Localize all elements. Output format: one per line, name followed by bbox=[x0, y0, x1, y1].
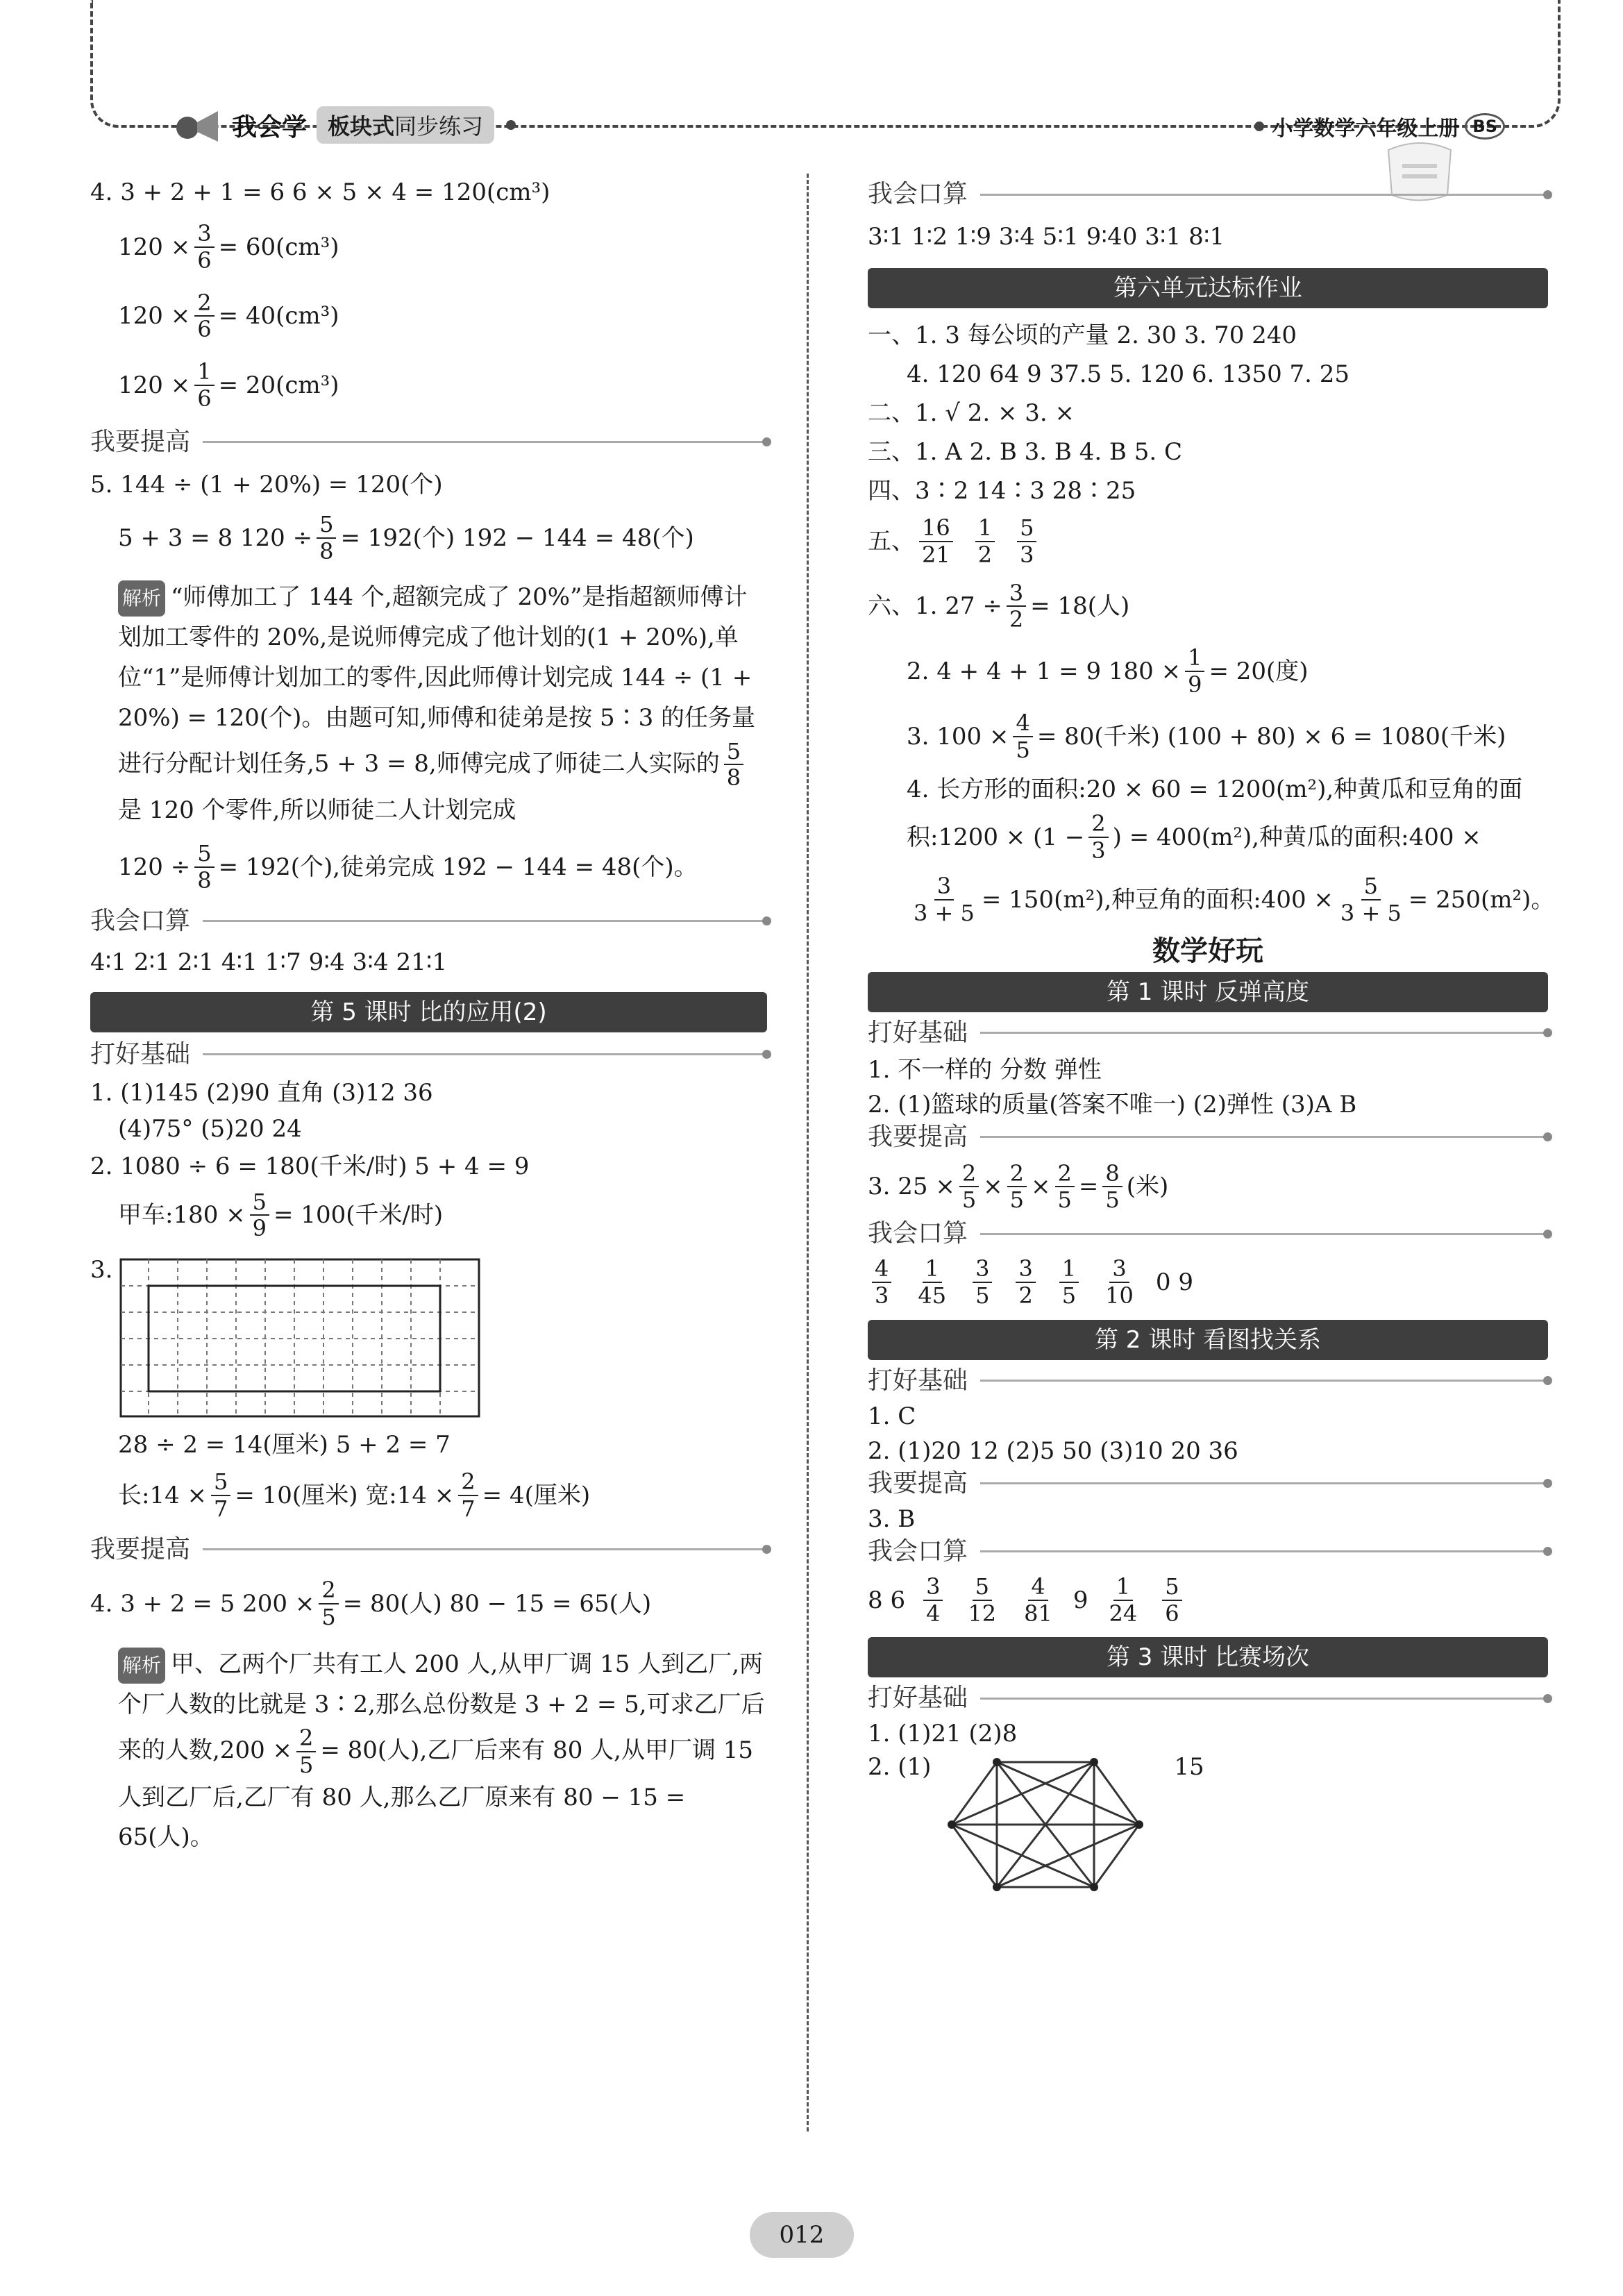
l5-q2b bbox=[90, 1189, 767, 1242]
c3-q2 bbox=[868, 1755, 1548, 1894]
num: 2 bbox=[296, 1725, 316, 1752]
num: 3 bbox=[194, 221, 214, 248]
heading-rule bbox=[980, 1032, 1548, 1034]
c2-q1: 1. C bbox=[868, 1402, 916, 1430]
fraction bbox=[1107, 1574, 1141, 1627]
lesson-bar-2: 第 2 课时 看图找关系 bbox=[868, 1320, 1548, 1360]
u6-1b: 4. 120 64 9 37.5 5. 120 6. 1350 7. 25 bbox=[907, 360, 1350, 388]
expr: 2. 4 + 4 + 1 = 9 180 × bbox=[907, 657, 1181, 685]
expr: 4. 3 + 2 = 5 200 × bbox=[90, 1589, 315, 1618]
den: 5 bbox=[299, 1751, 314, 1778]
jiexi-1 bbox=[90, 578, 767, 831]
jiexi-badge: 解析 bbox=[118, 1648, 165, 1684]
fraction bbox=[1102, 1161, 1122, 1214]
fraction bbox=[919, 515, 953, 568]
den: 8 bbox=[726, 764, 741, 791]
den: 2 bbox=[977, 541, 993, 568]
expr: = 4(厘米) bbox=[482, 1481, 591, 1509]
fraction bbox=[458, 1469, 478, 1522]
right-column bbox=[868, 160, 1555, 1894]
num: 1 bbox=[1185, 645, 1204, 672]
den: 6 bbox=[197, 316, 212, 343]
expr: 9 bbox=[1073, 1586, 1088, 1614]
badge-bold: 板块式 bbox=[328, 113, 395, 140]
expr: = 10(厘米) 宽:14 × bbox=[235, 1481, 455, 1509]
heading-jichu-3 bbox=[868, 1686, 1548, 1711]
den: 5 bbox=[1105, 1187, 1120, 1214]
heading-tigao-2 bbox=[90, 1534, 767, 1564]
expr: 3. 25 × bbox=[868, 1173, 955, 1201]
den: 5 bbox=[1016, 736, 1030, 763]
num: 5 bbox=[194, 841, 214, 868]
header-subject bbox=[1252, 111, 1505, 142]
den: 6 bbox=[197, 246, 212, 274]
expr: 六、1. 27 ÷ bbox=[868, 592, 1002, 621]
num: 1 bbox=[1059, 1256, 1079, 1283]
den: 12 bbox=[968, 1600, 997, 1627]
den: 81 bbox=[1024, 1600, 1052, 1627]
times-sign: × bbox=[1031, 1173, 1051, 1201]
fraction bbox=[1055, 1161, 1075, 1214]
heading-kousuan bbox=[868, 182, 1548, 207]
fraction bbox=[911, 873, 977, 926]
jiexi-text: 甲、乙两个厂共有工人 200 人,从甲厂调 15 人到乙厂,两个厂人数的比就是 3∶2,那么总份数是 3 + 2 = 5,可求乙厂后来的人数,200 × bbox=[118, 1650, 765, 1764]
heading-jichu-2 bbox=[868, 1368, 1548, 1393]
answer: 15 bbox=[1174, 1753, 1204, 1782]
expr: = 80(人) 80 − 15 = 65(人) bbox=[342, 1589, 652, 1618]
num: 1 bbox=[194, 359, 214, 386]
heading-text: 我要提高 bbox=[868, 1468, 968, 1498]
l5-q1b: (4)75° (5)20 24 bbox=[118, 1114, 302, 1143]
u6-6-4b bbox=[868, 811, 1548, 864]
q4-b bbox=[90, 290, 767, 343]
l5-q2a: 2. 1080 ÷ 6 = 180(千米/时) 5 + 4 = 9 bbox=[90, 1152, 530, 1180]
heading-kousuan-3 bbox=[868, 1536, 1548, 1566]
den: 9 bbox=[252, 1215, 267, 1242]
grid-figure bbox=[119, 1258, 480, 1418]
u6-6-1 bbox=[868, 580, 1548, 633]
expr: = 192(个) 192 − 144 = 48(个) bbox=[340, 523, 694, 552]
num: 1 bbox=[923, 1256, 942, 1283]
fraction bbox=[872, 1256, 891, 1309]
heading-jichu bbox=[90, 1039, 767, 1069]
l5-q1a: 1. (1)145 (2)90 直角 (3)12 36 bbox=[90, 1078, 433, 1107]
num: 5 bbox=[250, 1189, 269, 1216]
fraction bbox=[211, 1469, 230, 1522]
num: 2 bbox=[194, 290, 214, 317]
heading-tigao-2 bbox=[868, 1468, 1548, 1498]
fraction bbox=[194, 841, 214, 894]
den: 3 bbox=[1020, 541, 1034, 568]
u6-3: 三、1. A 2. B 3. B 4. B 5. C bbox=[868, 438, 1182, 466]
l5-q4 bbox=[90, 1577, 767, 1630]
num: 3 bbox=[973, 1256, 992, 1283]
den: 24 bbox=[1109, 1600, 1138, 1627]
num: 2 bbox=[959, 1161, 979, 1188]
c3-q1: 1. (1)21 (2)8 bbox=[868, 1720, 1018, 1748]
expr: = 80(千米) (100 + 80) × 6 = 1080(千米) bbox=[1036, 722, 1506, 751]
heading-kousuan-2 bbox=[868, 1221, 1548, 1246]
fraction bbox=[915, 1256, 949, 1309]
c1-q1: 1. 不一样的 分数 弹性 bbox=[868, 1055, 1102, 1084]
jiexi-text: 是 120 个零件,所以师徒二人计划完成 bbox=[118, 796, 516, 825]
heading-text: 我要提高 bbox=[90, 1534, 191, 1564]
q5-line1: 5. 144 ÷ (1 + 20%) = 120(个) bbox=[90, 470, 443, 498]
fraction bbox=[194, 359, 214, 412]
heading-jichu bbox=[868, 1018, 1548, 1047]
expr: 5 + 3 = 8 120 ÷ bbox=[118, 523, 313, 552]
u6-6-4a: 4. 长方形的面积:20 × 60 = 1200(m²),种黄瓜和豆角的面 bbox=[907, 776, 1523, 804]
expr: 0 9 bbox=[1155, 1268, 1193, 1296]
left-column bbox=[90, 160, 767, 1858]
u6-5 bbox=[868, 515, 1548, 568]
header-brand bbox=[174, 103, 518, 147]
c2-q3: 3. B bbox=[868, 1505, 916, 1533]
fraction bbox=[1016, 1256, 1035, 1309]
times-sign: × bbox=[983, 1173, 1003, 1201]
hexagon-diagram bbox=[945, 1755, 1146, 1894]
heading-text: 我会口算 bbox=[868, 180, 968, 208]
expr: (米) bbox=[1126, 1173, 1169, 1201]
fraction bbox=[724, 739, 743, 791]
heading-rule bbox=[980, 1136, 1548, 1138]
expr: 3. 100 × bbox=[907, 722, 1009, 751]
heading-rule bbox=[980, 1698, 1548, 1700]
den: 45 bbox=[918, 1282, 947, 1309]
den: 5 bbox=[321, 1603, 336, 1630]
heading-tigao bbox=[90, 427, 767, 456]
expr: 8 6 bbox=[868, 1586, 906, 1614]
num: 5 bbox=[1361, 873, 1381, 900]
dot-icon bbox=[1252, 119, 1266, 133]
expr: = 250(m²)。 bbox=[1408, 885, 1555, 914]
q-label: 2. (1) bbox=[868, 1753, 932, 1782]
fraction bbox=[973, 1256, 992, 1309]
section-title: 数学好玩 bbox=[1152, 935, 1263, 967]
den: 5 bbox=[1061, 1282, 1077, 1309]
num: 1 bbox=[975, 515, 995, 542]
num: 16 bbox=[919, 515, 953, 542]
heading-text: 打好基础 bbox=[90, 1039, 191, 1069]
expr: = 20(度) bbox=[1209, 657, 1309, 685]
equals-sign: = bbox=[1078, 1173, 1099, 1201]
heading-text: 打好基础 bbox=[868, 1018, 968, 1047]
num: 3 bbox=[1016, 1256, 1035, 1283]
q4-a bbox=[90, 221, 767, 274]
den: 2 bbox=[1009, 606, 1024, 633]
q-label: 3. bbox=[90, 1256, 113, 1284]
den: 21 bbox=[922, 541, 950, 568]
den: 6 bbox=[1165, 1600, 1179, 1627]
dot-icon bbox=[504, 118, 518, 132]
kousuan-answers: 4∶1 2∶1 2∶1 4∶1 1∶7 9∶4 3∶4 21∶1 bbox=[90, 948, 448, 976]
den: 3 + 5 bbox=[1340, 899, 1402, 926]
den: 7 bbox=[214, 1495, 228, 1522]
u6-2: 二、1. √ 2. × 3. × bbox=[868, 399, 1075, 427]
c2-q2: 2. (1)20 12 (2)5 50 (3)10 20 36 bbox=[868, 1436, 1238, 1465]
heading-rule bbox=[980, 1550, 1548, 1552]
num: 4 bbox=[1013, 710, 1032, 737]
expr: 120 × bbox=[118, 233, 191, 261]
heading-text: 我会口算 bbox=[90, 906, 191, 935]
heading-rule bbox=[203, 1053, 767, 1055]
c1-kousuan bbox=[868, 1256, 1548, 1309]
den: 2 bbox=[1018, 1282, 1033, 1309]
den: 3 + 5 bbox=[914, 899, 975, 926]
heading-rule bbox=[203, 1548, 767, 1550]
heading-text: 我会口算 bbox=[868, 1536, 968, 1566]
jiexi-2 bbox=[90, 1645, 767, 1858]
num: 2 bbox=[1055, 1161, 1075, 1188]
fraction bbox=[1059, 1256, 1079, 1309]
fraction bbox=[194, 290, 214, 343]
lesson-bar-3: 第 3 课时 比赛场次 bbox=[868, 1637, 1548, 1677]
num: 3 bbox=[1007, 580, 1026, 607]
page-number: 012 bbox=[750, 2212, 854, 2258]
num: 4 bbox=[1028, 1574, 1048, 1601]
series-badge bbox=[317, 106, 494, 144]
heading-text: 我要提高 bbox=[90, 427, 191, 456]
fraction bbox=[1185, 645, 1204, 698]
num: 3 bbox=[923, 1574, 943, 1601]
num: 2 bbox=[458, 1469, 478, 1496]
fraction bbox=[1017, 515, 1036, 568]
expr: ) = 400(m²),种黄瓜的面积:400 × bbox=[1112, 823, 1481, 852]
lesson-bar-5: 第 5 课时 比的应用(2) bbox=[90, 992, 767, 1032]
mascot-megaphone-icon bbox=[174, 104, 222, 146]
den: 3 bbox=[875, 1282, 889, 1309]
den: 9 bbox=[1188, 671, 1202, 698]
u6-6-2 bbox=[868, 645, 1548, 698]
q4-c bbox=[90, 359, 767, 412]
c1-q3 bbox=[868, 1161, 1548, 1214]
subject-label: 小学数学六年级上册 bbox=[1272, 117, 1460, 141]
fraction bbox=[959, 1161, 979, 1214]
fraction bbox=[250, 1189, 269, 1242]
num: 5 bbox=[973, 1574, 992, 1601]
expr: = 18(人) bbox=[1030, 592, 1130, 621]
expr: = 100(千米/时) bbox=[274, 1201, 444, 1230]
num: 2 bbox=[1088, 811, 1108, 838]
den: 3 bbox=[1091, 837, 1106, 864]
den: 6 bbox=[197, 385, 212, 412]
num: 5 bbox=[724, 739, 743, 766]
unit6-bar: 第六单元达标作业 bbox=[868, 268, 1548, 308]
u6-4: 四、3∶2 14∶3 28∶25 bbox=[868, 477, 1136, 505]
column-divider bbox=[807, 174, 809, 2131]
fraction bbox=[1013, 710, 1032, 763]
num: 2 bbox=[1007, 1161, 1027, 1188]
fraction bbox=[296, 1725, 316, 1778]
fraction bbox=[1162, 1574, 1181, 1627]
fraction bbox=[975, 515, 995, 568]
expr: = 40(cm³) bbox=[218, 302, 339, 330]
den: 7 bbox=[461, 1495, 476, 1522]
expr: = 60(cm³) bbox=[218, 233, 339, 261]
expr: 120 ÷ bbox=[118, 853, 191, 881]
heading-rule bbox=[980, 1380, 1548, 1382]
heading-text: 我会口算 bbox=[868, 1219, 968, 1248]
jiexi-text: = 80(人),乙厂后来有 80 人,从甲厂调 15 人到乙厂后,乙厂有 80 人,那么乙厂原来有 80 − 15 = 65(人)。 bbox=[118, 1736, 754, 1852]
q4-line1: 4. 3 + 2 + 1 = 6 6 × 5 × 4 = 120(cm³) bbox=[90, 178, 550, 206]
heading-kousuan bbox=[90, 906, 767, 935]
num: 2 bbox=[319, 1577, 338, 1604]
fraction bbox=[317, 512, 336, 564]
fraction bbox=[1338, 873, 1404, 926]
fraction bbox=[923, 1574, 943, 1627]
heading-rule bbox=[980, 1233, 1548, 1235]
heading-rule bbox=[980, 1482, 1548, 1484]
num: 5 bbox=[1162, 1574, 1181, 1601]
heading-text: 打好基础 bbox=[868, 1684, 968, 1713]
jiexi-text: “师傅加工了 144 个,超额完成了 20%”是指超额师傅计划加工零件的 20%,是说师傅完成了他计划的(1 + 20%),单位“1”是师傅计划加工的零件,因此师傅计划完成 144 ÷ (1 + 20%) = 120(个)。由题可知,师傅和徒弟是按 5∶3 的任务量进行分配计划任务,5 + 3 = 8,师傅完成了师徒二人实际的 bbox=[118, 583, 756, 778]
c1-q2: 2. (1)篮球的质量(答案不唯一) (2)弹性 (3)A B bbox=[868, 1090, 1357, 1118]
kousuan-top: 3∶1 1∶2 1∶9 3∶4 5∶1 9∶40 3∶1 8∶1 bbox=[868, 223, 1225, 251]
fraction bbox=[1007, 1161, 1027, 1214]
expr: 甲车:180 × bbox=[118, 1201, 246, 1230]
heading-rule bbox=[203, 441, 767, 443]
u6-6-4c bbox=[868, 872, 1555, 926]
den: 8 bbox=[319, 537, 334, 564]
num: 4 bbox=[872, 1256, 891, 1283]
num: 3 bbox=[1109, 1256, 1129, 1283]
fraction bbox=[1021, 1574, 1055, 1627]
l5-q3a: 28 ÷ 2 = 14(厘米) 5 + 2 = 7 bbox=[118, 1431, 451, 1459]
q5-line2 bbox=[90, 512, 767, 564]
expr: = 192(个),徒弟完成 192 − 144 = 48(个)。 bbox=[218, 853, 698, 881]
jiexi-badge: 解析 bbox=[118, 580, 165, 617]
den: 8 bbox=[197, 866, 212, 894]
expr: 120 × bbox=[118, 371, 191, 399]
num: 5 bbox=[211, 1469, 230, 1496]
fraction bbox=[965, 1574, 999, 1627]
expr: 120 × bbox=[118, 302, 191, 330]
den: 5 bbox=[1009, 1187, 1025, 1214]
heading-text: 我要提高 bbox=[868, 1122, 968, 1151]
expr: 长:14 × bbox=[118, 1481, 208, 1509]
den: 5 bbox=[1057, 1187, 1072, 1214]
badge-light: 同步练习 bbox=[394, 113, 484, 140]
num: 1 bbox=[1113, 1574, 1133, 1601]
num: 8 bbox=[1102, 1161, 1122, 1188]
heading-tigao bbox=[868, 1122, 1548, 1151]
fraction bbox=[1007, 580, 1026, 633]
fraction bbox=[194, 221, 214, 274]
den: 4 bbox=[926, 1600, 941, 1627]
num: 3 bbox=[934, 873, 954, 900]
c2-kousuan bbox=[868, 1574, 1548, 1627]
fraction bbox=[1088, 811, 1108, 864]
expr: = 150(m²),种豆角的面积:400 × bbox=[981, 885, 1334, 914]
q-label: 五、 bbox=[868, 527, 915, 555]
l5-q3b bbox=[90, 1469, 767, 1522]
den: 10 bbox=[1105, 1282, 1134, 1309]
brand-name: 我会学 bbox=[232, 112, 308, 142]
heading-text: 打好基础 bbox=[868, 1366, 968, 1395]
heading-rule bbox=[203, 920, 767, 922]
fraction bbox=[1102, 1256, 1136, 1309]
num: 5 bbox=[1017, 515, 1036, 542]
heading-rule bbox=[980, 194, 1548, 196]
den: 5 bbox=[975, 1282, 990, 1309]
expr: 积:1200 × (1 − bbox=[907, 823, 1085, 852]
edition-badge: BS bbox=[1465, 113, 1505, 140]
u6-1a: 一、1. 3 每公顷的产量 2. 30 3. 70 240 bbox=[868, 321, 1297, 349]
lesson-bar-1: 第 1 课时 反弹高度 bbox=[868, 972, 1548, 1012]
l5-q3-figure bbox=[90, 1258, 767, 1418]
den: 5 bbox=[961, 1187, 977, 1214]
expr: = 20(cm³) bbox=[218, 371, 339, 399]
num: 5 bbox=[317, 512, 336, 539]
jiexi-1-end bbox=[90, 841, 767, 894]
fraction bbox=[319, 1577, 338, 1630]
u6-6-3 bbox=[868, 710, 1548, 763]
